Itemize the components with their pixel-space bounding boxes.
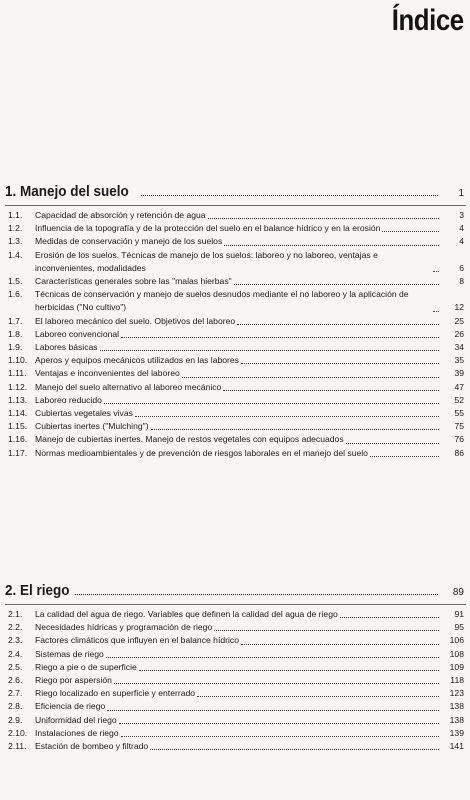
entry-title: Técnicas de conservación y manejo de suelos desnudos mediante el no laboreo y la aplicación de herbicidas ("No cultivo"): [35, 289, 409, 313]
entry-body: [35, 381, 442, 394]
entry-title: Manejo del suelo alternativo al laboreo mecánico: [35, 381, 222, 392]
entry-body: [35, 367, 442, 380]
entry-page-number: 108: [449, 648, 464, 659]
entry-page-number: 47: [454, 381, 464, 392]
entry-title: Laboreo convencional: [35, 328, 120, 339]
entry-title: Necesidades hídricas y programación de riego: [35, 622, 213, 633]
chapter-manejo-del-suelo: [0, 183, 470, 460]
entry-body: [35, 235, 442, 248]
entry-title: Erosión de los suelos. Técnicas de manejo de los suelos: laboreo y no laboreo, ventajas e inconvenientes, modalidades: [35, 249, 378, 273]
entry-number: 1.4.: [8, 249, 23, 260]
entry-number: 1.7.: [8, 315, 23, 326]
entry-number: 1.1.: [8, 210, 23, 220]
entry-page-number: 138: [449, 701, 464, 712]
entry-body: [35, 249, 442, 275]
dot-leader: [75, 594, 438, 595]
dot-leader: [433, 271, 439, 272]
entry-title: Normas medioambientales y de prevención de riesgos laborales en el manejo del suelo: [35, 447, 368, 458]
entry-page-number: 86: [454, 447, 464, 458]
dot-leader: [106, 657, 439, 658]
dot-leader: [223, 390, 439, 391]
chapter-el-riego: [0, 582, 470, 753]
entry-body: [35, 209, 442, 222]
entry-title: Factores climáticos que influyen en el balance hídrico: [35, 635, 239, 646]
dot-leader: [151, 429, 439, 430]
entry-body: [35, 674, 442, 687]
entry-number: 1.17.: [8, 447, 28, 458]
dot-leader: [241, 363, 439, 364]
entry-title: Instalaciones de riego: [35, 727, 119, 738]
entry-title: Cubiertas inertes ("Mulching"): [35, 421, 149, 432]
entry-page-number: 141: [449, 741, 464, 752]
entry-page-number: 12: [454, 302, 464, 313]
dot-leader: [224, 245, 439, 246]
entry-page-number: 118: [450, 675, 464, 686]
entry-page-number: 26: [454, 328, 464, 339]
entry-number: 1.13.: [8, 394, 28, 405]
entry-number: 2.4.: [8, 648, 23, 659]
entry-number: 2.5.: [8, 661, 23, 672]
toc-entry[interactable]: [8, 249, 464, 275]
chapter-title: 2. El riego: [5, 582, 70, 599]
entry-number: 2.10.: [8, 727, 28, 738]
dot-leader: [121, 337, 439, 338]
dot-leader: [119, 723, 439, 724]
dot-leader: [433, 311, 439, 312]
entry-title: Eficiencia de riego: [35, 701, 106, 712]
chapter-divider: [5, 604, 466, 605]
dot-leader: [197, 696, 439, 697]
entry-body: [35, 661, 442, 674]
toc-entry[interactable]: [8, 420, 464, 433]
toc-entry[interactable]: [8, 740, 464, 753]
entry-body: [35, 328, 442, 341]
dot-leader: [214, 630, 439, 631]
dot-leader: [100, 350, 439, 351]
toc-entry[interactable]: [8, 687, 464, 700]
chapter-divider: [5, 205, 466, 206]
entry-list: [0, 209, 470, 460]
entry-title: Riego a pie o de superficie: [35, 661, 137, 672]
entry-page-number: 55: [454, 408, 464, 419]
toc-entry[interactable]: [8, 222, 464, 235]
toc-entry[interactable]: [8, 407, 464, 420]
toc-entry[interactable]: [8, 447, 464, 460]
entry-body: [35, 634, 442, 647]
toc-entry[interactable]: [8, 367, 464, 380]
entry-title: Aperos y equipos mecánicos utilizados en las labores: [35, 355, 239, 366]
entry-number: 1.16.: [8, 434, 28, 445]
entry-page-number: 3: [459, 210, 464, 220]
dot-leader: [141, 195, 438, 196]
entry-body: [35, 447, 442, 460]
entry-number: 2.9.: [8, 714, 23, 725]
entry-page-number: 138: [449, 714, 464, 725]
entry-number: 1.8.: [8, 328, 23, 339]
toc-entry[interactable]: [8, 621, 464, 634]
dot-leader: [234, 284, 439, 285]
entry-title: Manejo de cubiertas inertes. Manejo de restos vegetales con equipos adecuados: [35, 434, 344, 445]
entry-title: Labores básicas: [35, 342, 98, 353]
toc-entry[interactable]: [8, 433, 464, 446]
entry-number: 1.14.: [8, 408, 28, 419]
toc-entry[interactable]: [8, 288, 464, 314]
entry-page-number: 35: [454, 355, 464, 366]
entry-page-number: 91: [454, 609, 464, 619]
entry-number: 1.3.: [8, 236, 23, 247]
entry-number: 2.6.: [8, 675, 23, 686]
toc-entry[interactable]: [8, 727, 464, 740]
dot-leader: [107, 710, 439, 711]
entry-number: 1.5.: [8, 276, 23, 287]
entry-number: 1.9.: [8, 342, 23, 353]
toc-entry[interactable]: [8, 661, 464, 674]
entry-title: Riego localizado en superficie y enterrado: [35, 688, 196, 699]
entry-number: 1.2.: [8, 223, 23, 234]
entry-page-number: 95: [454, 622, 464, 633]
entry-page-number: 4: [459, 236, 464, 247]
entry-title: Cubiertas vegetales vivas: [35, 408, 133, 419]
dot-leader: [340, 617, 439, 618]
entry-page-number: 34: [454, 342, 464, 353]
dot-leader: [346, 443, 439, 444]
dot-leader: [114, 683, 439, 684]
entry-body: [35, 341, 442, 354]
entry-number: 2.1.: [8, 609, 23, 619]
entry-title: Capacidad de absorción y retención de agua: [35, 210, 206, 220]
entry-number: 2.3.: [8, 635, 23, 646]
entry-number: 1.10.: [8, 355, 28, 366]
entry-title: Laboreo reducido: [35, 394, 102, 405]
entry-title: Medidas de conservación y manejo de los suelos: [35, 236, 223, 247]
entry-number: 2.7.: [8, 688, 23, 699]
entry-page-number: 123: [449, 688, 464, 699]
entry-page-number: 8: [459, 276, 464, 287]
dot-leader: [104, 403, 439, 404]
dot-leader: [139, 670, 439, 671]
entry-number: 2.11.: [8, 741, 27, 752]
entry-body: [35, 687, 442, 700]
entry-body: [35, 315, 442, 328]
dot-leader: [182, 377, 439, 378]
toc-entry[interactable]: [8, 235, 464, 248]
entry-title: Características generales sobre las "malas hierbas": [35, 276, 232, 287]
entry-number: 1.15.: [8, 421, 28, 432]
entry-body: [35, 394, 442, 407]
entry-body: [35, 700, 442, 713]
entry-number: 1.12.: [8, 381, 28, 392]
entry-page-number: 75: [454, 421, 464, 432]
dot-leader: [208, 218, 439, 219]
entry-page-number: 39: [454, 368, 464, 379]
chapter-heading[interactable]: [0, 183, 470, 205]
entry-title: Uniformidad del riego: [35, 714, 117, 725]
entry-list: [0, 608, 470, 753]
toc-entry[interactable]: [8, 328, 464, 341]
entry-body: [35, 433, 442, 446]
chapter-title: 1. Manejo del suelo: [5, 183, 129, 200]
dot-leader: [241, 644, 439, 645]
entry-page-number: 76: [454, 434, 464, 445]
chapter-page-number: 89: [452, 587, 464, 598]
entry-page-number: 4: [459, 223, 464, 234]
toc-entry[interactable]: [8, 381, 464, 394]
entry-title: Sistemas de riego: [35, 648, 104, 659]
toc-entry[interactable]: [8, 674, 464, 687]
toc-entry[interactable]: [8, 648, 464, 661]
entry-body: [35, 420, 442, 433]
entry-number: 2.2.: [8, 622, 23, 633]
entry-body: [35, 288, 442, 314]
dot-leader: [121, 736, 439, 737]
entry-number: 1.6.: [8, 289, 23, 300]
entry-body: [35, 407, 442, 420]
toc-entry[interactable]: [8, 315, 464, 328]
toc-entry[interactable]: [8, 608, 464, 621]
entry-number: 1.11.: [8, 368, 27, 379]
entry-page-number: 139: [449, 727, 464, 738]
toc-entry[interactable]: [8, 700, 464, 713]
entry-title: Estación de bombeo y filtrado: [35, 741, 149, 752]
entry-body: [35, 740, 442, 753]
toc-entry[interactable]: [8, 354, 464, 367]
toc-entry[interactable]: [8, 209, 464, 222]
entry-body: [35, 608, 442, 621]
entry-body: [35, 621, 442, 634]
dot-leader: [150, 749, 439, 750]
entry-body: [35, 714, 442, 727]
page-title: Índice: [392, 4, 464, 37]
entry-body: [35, 222, 442, 235]
dot-leader: [237, 324, 439, 325]
entry-page-number: 6: [459, 262, 464, 273]
toc-entry[interactable]: [8, 394, 464, 407]
entry-title: Ventajas e inconvenientes del laboreo: [35, 368, 180, 379]
entry-body: [35, 727, 442, 740]
entry-page-number: 109: [449, 661, 464, 672]
entry-title: Riego por aspersión: [35, 675, 112, 686]
toc-entry[interactable]: [8, 634, 464, 647]
entry-number: 2.8.: [8, 701, 23, 712]
chapter-page-number: 1: [458, 188, 464, 199]
chapter-heading[interactable]: [0, 582, 470, 604]
entry-body: [35, 354, 442, 367]
dot-leader: [382, 231, 439, 232]
toc-entry[interactable]: [8, 341, 464, 354]
entry-body: [35, 648, 442, 661]
entry-body: [35, 275, 442, 288]
dot-leader: [135, 416, 439, 417]
toc-entry[interactable]: [8, 275, 464, 288]
entry-page-number: 25: [454, 315, 464, 326]
entry-title: El laboreo mecánico del suelo. Objetivos del laboreo: [35, 315, 236, 326]
entry-title: La calidad del agua de riego. Variables que definen la calidad del agua de riego: [35, 609, 338, 619]
entry-page-number: 106: [449, 635, 464, 646]
entry-title: Influencia de la topografía y de la protección del suelo en el balance hídrico y en la erosión: [35, 223, 381, 234]
toc-entry[interactable]: [8, 714, 464, 727]
entry-page-number: 52: [454, 394, 464, 405]
dot-leader: [370, 456, 439, 457]
